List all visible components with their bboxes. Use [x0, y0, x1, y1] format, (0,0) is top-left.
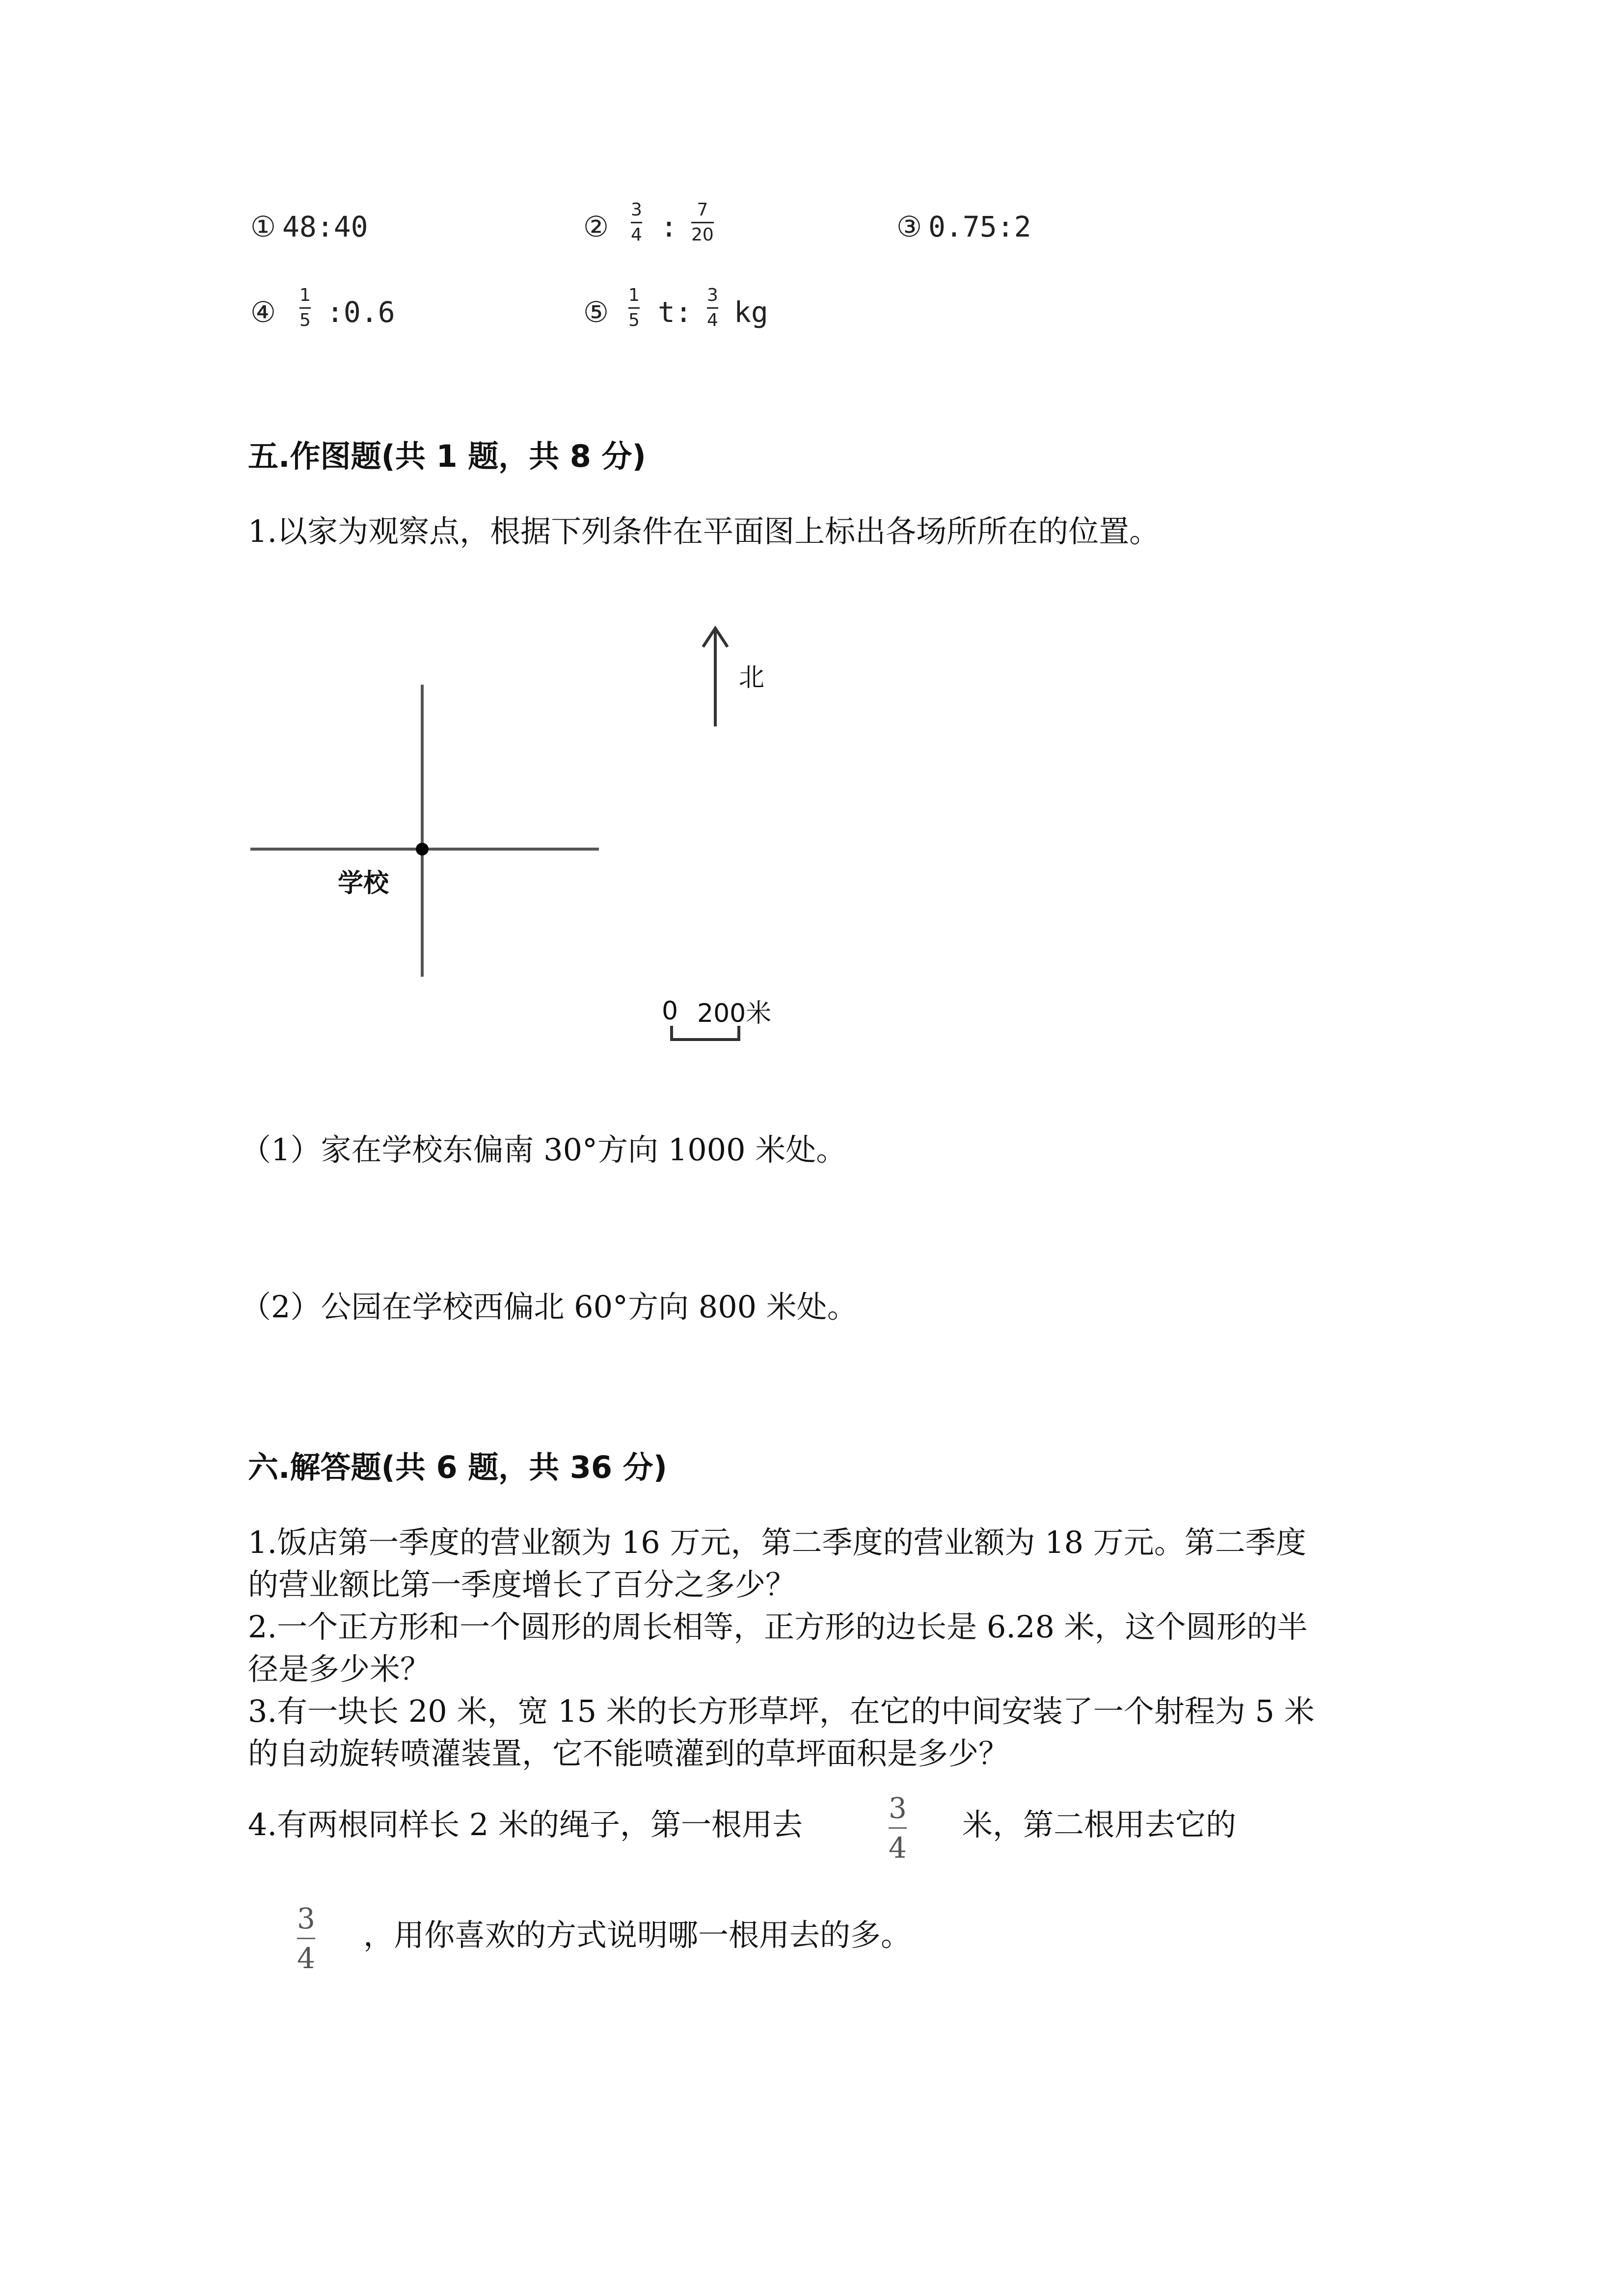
- denominator: 5: [628, 310, 640, 330]
- ratio-1-text: 48:40: [282, 210, 368, 243]
- ratio-5-fraction-2: [707, 287, 718, 329]
- ratio-3-number: ③: [896, 210, 922, 243]
- numerator: 3: [631, 200, 642, 220]
- denominator: 20: [691, 225, 714, 245]
- numerator: 3: [297, 1902, 315, 1935]
- ratio-4-text: :0.6: [326, 295, 395, 329]
- question-1-line-2: 的营业额比第一季度增长了百分之多少？: [248, 1567, 796, 1602]
- question-4-fraction-2: [297, 1904, 315, 1973]
- section-5-part-1: （1）家在学校东偏南 30°方向 1000 米处。: [241, 1132, 847, 1168]
- question-4-part-3: ，用你喜欢的方式说明哪一根用去的多。: [363, 1917, 912, 1953]
- question-3-line-2: 的自动旋转喷灌装置，它不能喷灌到的草坪面积是多少？: [248, 1735, 1009, 1771]
- ratio-5-unit-t: t:: [658, 295, 692, 329]
- ratio-3-text: 0.75:2: [928, 210, 1031, 243]
- denominator: 5: [299, 310, 311, 330]
- section-6-heading: 六.解答题(共 6 题，共 36 分): [248, 1449, 667, 1485]
- question-4-part-2: 米，第二根用去它的: [962, 1807, 1237, 1842]
- section-5-part-2: （2）公园在学校西偏北 60°方向 800 米处。: [241, 1289, 858, 1325]
- numerator: 1: [628, 285, 640, 305]
- denominator: 4: [707, 310, 718, 330]
- ratio-4-number: ④: [250, 295, 276, 329]
- denominator: 4: [297, 1942, 315, 1975]
- question-2-line-1: 2.一个正方形和一个圆形的周长相等，正方形的边长是 6.28 米，这个圆形的半: [248, 1609, 1308, 1645]
- scale-bar: [672, 1026, 739, 1040]
- numerator: 3: [889, 1791, 907, 1825]
- ratio-1-number: ①: [250, 210, 276, 243]
- scale-value-label: 200米: [697, 999, 772, 1028]
- ratio-2-number: ②: [583, 210, 609, 243]
- north-label: 北: [739, 663, 765, 693]
- ratio-2-fraction-1: [631, 201, 642, 244]
- school-point: [416, 843, 429, 855]
- denominator: 4: [889, 1831, 907, 1865]
- school-label: 学校: [338, 869, 389, 898]
- ratio-2-fraction-2: [691, 201, 714, 244]
- numerator: 7: [697, 200, 708, 220]
- ratio-5-unit-kg: kg: [734, 295, 768, 329]
- ratio-5-number: ⑤: [583, 295, 609, 329]
- scale-zero-label: 0: [662, 996, 678, 1026]
- ratio-4-fraction: [299, 287, 311, 329]
- question-1-line-1: 1.饭店第一季度的营业额为 16 万元，第二季度的营业额为 18 万元。第二季度: [248, 1524, 1306, 1560]
- numerator: 3: [707, 285, 718, 305]
- question-4-fraction-1: [889, 1791, 907, 1865]
- question-3-line-1: 3.有一块长 20 米，宽 15 米的长方形草坪，在它的中间安装了一个射程为 5 米: [248, 1693, 1315, 1729]
- question-4-part-1: 4.有两根同样长 2 米的绳子，第一根用去: [248, 1807, 803, 1842]
- section-5-heading: 五.作图题(共 1 题，共 8 分): [248, 438, 646, 474]
- numerator: 1: [299, 285, 311, 305]
- section-5-question: 1.以家为观察点，根据下列条件在平面图上标出各场所所在的位置。: [248, 513, 1160, 549]
- ratio-5-fraction-1: [628, 287, 640, 329]
- ratio-2-separator: :: [660, 210, 677, 243]
- north-arrow-head: [703, 628, 728, 647]
- question-2-line-2: 径是多少米？: [248, 1651, 431, 1687]
- denominator: 4: [631, 225, 642, 245]
